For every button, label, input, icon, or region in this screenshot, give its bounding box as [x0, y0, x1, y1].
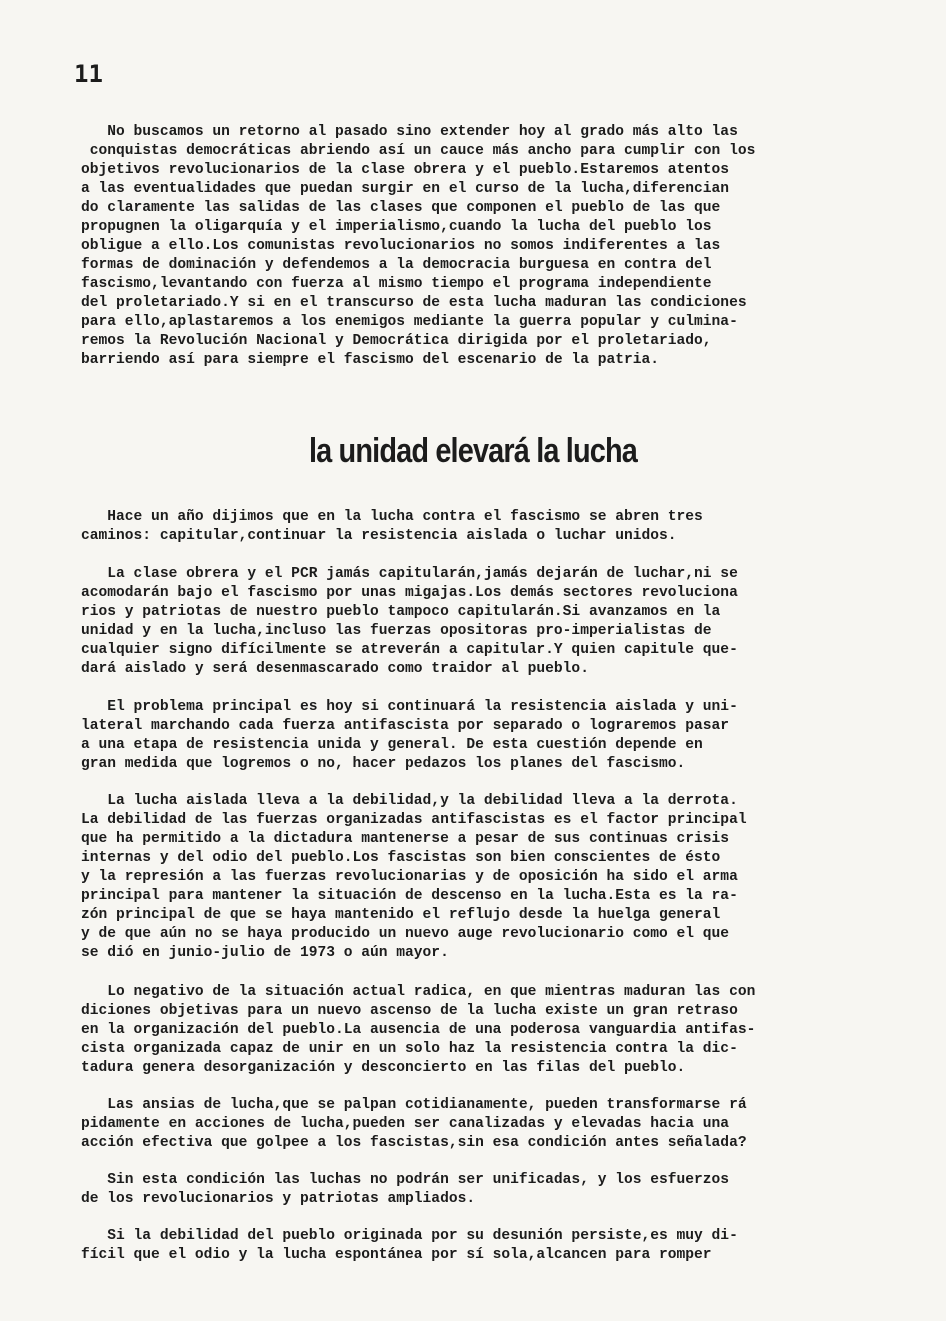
text-line: que ha permitido a la dictadura mantenerse a pesar de sus continuas crisis: [81, 831, 730, 847]
text-line: diciones objetivas para un nuevo ascenso de la lucha existe un gran retraso: [81, 1003, 738, 1019]
text-line: formas de dominación y defendemos a la democracia burguesa en contra del: [81, 257, 712, 273]
paragraph: [81, 508, 871, 546]
paragraph: [81, 983, 871, 1078]
paragraph: [81, 1171, 871, 1209]
text-line: de los revolucionarios y patriotas ampliados.: [81, 1191, 476, 1207]
text-line: rios y patriotas de nuestro pueblo tampoco capitularán.Si avanzamos en la: [81, 604, 721, 620]
text-line: objetivos revolucionarios de la clase obrera y el pueblo.Estaremos atentos: [81, 162, 730, 178]
text-line: remos la Revolución Nacional y Democrática dirigida por el proletariado,: [81, 333, 712, 349]
text-line: pidamente en acciones de lucha,pueden ser canalizadas y elevadas hacia una: [81, 1116, 730, 1132]
paragraph: [81, 1096, 871, 1153]
text-line: zón principal de que se haya mantenido el reflujo desde la huelga general: [81, 907, 721, 923]
text-line: Lo negativo de la situación actual radica, en que mientras maduran las con: [81, 984, 756, 1000]
text-line: unidad y en la lucha,incluso las fuerzas opositoras pro-imperialistas de: [81, 623, 712, 639]
text-line: cista organizada capaz de unir en un solo haz la resistencia contra la dic-: [81, 1041, 738, 1057]
text-line: dará aislado y será desenmascarado como traidor al pueblo.: [81, 661, 589, 677]
text-line: en la organización del pueblo.La ausencia de una poderosa vanguardia antifas-: [81, 1022, 756, 1038]
text-line: se dió en junio-julio de 1973 o aún mayor.: [81, 945, 449, 961]
text-line: Si la debilidad del pueblo originada por su desunión persiste,es muy di-: [81, 1228, 738, 1244]
text-line: Sin esta condición las luchas no podrán ser unificadas, y los esfuerzos: [81, 1172, 730, 1188]
text-line: acomodarán bajo el fascismo por unas migajas.Los demás sectores revoluciona: [81, 585, 738, 601]
text-line: fícil que el odio y la lucha espontánea por sí sola,alcancen para romper: [81, 1247, 712, 1263]
text-line: fascismo,levantando con fuerza al mismo tiempo el programa independiente: [81, 276, 712, 292]
paragraph: [81, 565, 871, 679]
text-line: lateral marchando cada fuerza antifascista por separado o lograremos pasar: [81, 718, 730, 734]
text-line: propugnen la oligarquía y el imperialismo,cuando la lucha del pueblo los: [81, 219, 712, 235]
text-line: Hace un año dijimos que en la lucha contra el fascismo se abren tres: [81, 509, 703, 525]
text-line: a las eventualidades que puedan surgir en el curso de la lucha,diferencian: [81, 181, 730, 197]
text-line: No buscamos un retorno al pasado sino extender hoy al grado más alto las: [81, 124, 738, 140]
paragraph: [81, 698, 871, 774]
text-line: El problema principal es hoy si continuará la resistencia aislada y uni-: [81, 699, 738, 715]
text-line: Las ansias de lucha,que se palpan cotidianamente, pueden transformarse rá: [81, 1097, 747, 1113]
text-line: gran medida que logremos o no, hacer pedazos los planes del fascismo.: [81, 756, 686, 772]
text-line: y de que aún no se haya producido un nuevo auge revolucionario como el que: [81, 926, 730, 942]
text-line: La lucha aislada lleva a la debilidad,y la debilidad lleva a la derrota.: [81, 793, 738, 809]
text-line: internas y del odio del pueblo.Los fascistas son bien conscientes de ésto: [81, 850, 721, 866]
page-number: 11: [74, 60, 103, 88]
text-line: do claramente las salidas de las clases que componen el pueblo de las que: [81, 200, 721, 216]
text-line: caminos: capitular,continuar la resistencia aislada o luchar unidos.: [81, 528, 677, 544]
text-line: La clase obrera y el PCR jamás capitularán,jamás dejarán de luchar,ni se: [81, 566, 738, 582]
text-line: obligue a ello.Los comunistas revolucionarios no somos indiferentes a las: [81, 238, 721, 254]
text-line: La debilidad de las fuerzas organizadas antifascistas es el factor principal: [81, 812, 747, 828]
text-line: del proletariado.Y si en el transcurso de esta lucha maduran las condiciones: [81, 295, 747, 311]
text-line: conquistas democráticas abriendo así un cauce más ancho para cumplir con los: [81, 143, 756, 159]
text-line: a una etapa de resistencia unida y general. De esta cuestión depende en: [81, 737, 703, 753]
paragraph: [81, 1227, 871, 1265]
paragraph-intro: [81, 123, 871, 370]
text-line: para ello,aplastaremos a los enemigos mediante la guerra popular y culmina-: [81, 314, 738, 330]
section-heading: la unidad elevará la lucha: [308, 432, 638, 470]
text-line: tadura genera desorganización y desconcierto en las filas del pueblo.: [81, 1060, 686, 1076]
text-line: principal para mantener la situación de descenso en la lucha.Esta es la ra-: [81, 888, 738, 904]
text-line: barriendo así para siempre el fascismo del escenario de la patria.: [81, 352, 660, 368]
paragraph: [81, 792, 871, 963]
text-line: y la represión a las fuerzas revolucionarias y de oposición ha sido el arma: [81, 869, 738, 885]
text-line: cualquier signo difícilmente se atreverán a capitular.Y quien capitule que-: [81, 642, 738, 658]
text-line: acción efectiva que golpee a los fascistas,sin esa condición antes señalada?: [81, 1135, 747, 1151]
